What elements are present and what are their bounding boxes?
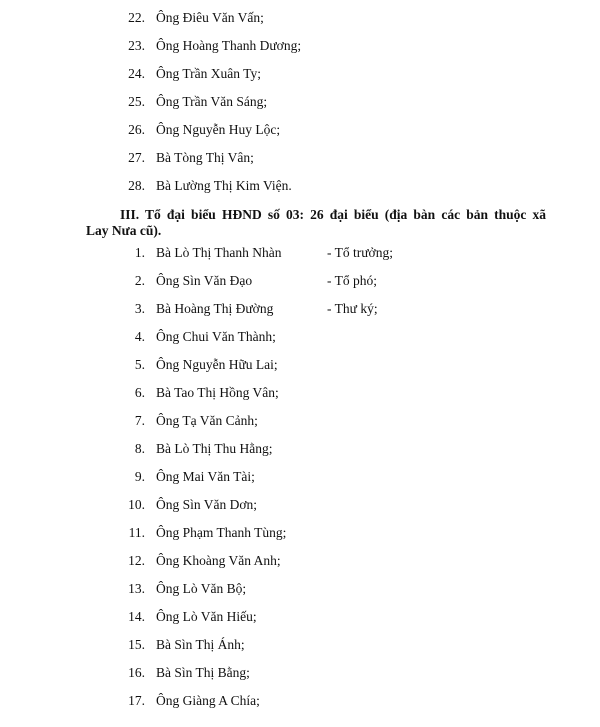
item-number: 8.: [134, 441, 145, 456]
member-name: Ông Lò Văn Hiếu;: [156, 609, 257, 624]
member-name: Ông Sìn Văn Đạo: [156, 273, 253, 288]
member-name: Bà Lò Thị Thu Hằng;: [156, 441, 273, 456]
member-name: Ông Chui Văn Thành;: [156, 329, 276, 344]
section-heading-line1: III. Tổ đại biểu HĐND số 03: 26 đại biểu (địa bàn các bản thuộc xã: [120, 207, 546, 222]
item-number: 4.: [134, 329, 145, 344]
member-name: Ông Hoàng Thanh Dương;: [156, 38, 302, 53]
item-number: 24.: [128, 66, 145, 81]
item-number: 16.: [128, 665, 145, 680]
member-name: Ông Nguyễn Hữu Lai;: [156, 357, 278, 372]
member-name: Ông Tạ Văn Cảnh;: [156, 413, 258, 428]
item-number: 5.: [134, 357, 145, 372]
member-name: Bà Lường Thị Kim Viện.: [156, 178, 292, 193]
item-number: 9.: [134, 469, 145, 484]
item-number: 13.: [128, 581, 145, 596]
member-name: Ông Giàng A Chía;: [156, 693, 260, 708]
item-number: 14.: [128, 609, 145, 624]
member-name: Ông Phạm Thanh Tùng;: [156, 525, 287, 540]
item-number: 23.: [128, 38, 145, 53]
section-heading-iii: [86, 207, 546, 239]
member-name: Ông Nguyễn Huy Lộc;: [156, 122, 281, 137]
item-number: 2.: [134, 273, 145, 288]
member-role: - Thư ký;: [327, 301, 378, 316]
member-name: Bà Sìn Thị Bằng;: [156, 665, 250, 680]
item-number: 7.: [134, 413, 145, 428]
member-name: Bà Lò Thị Thanh Nhàn: [156, 245, 282, 260]
member-name: Ông Trần Xuân Ty;: [156, 66, 261, 81]
item-number: 27.: [128, 150, 145, 165]
item-number: 22.: [128, 10, 145, 25]
item-number: 11.: [128, 525, 145, 540]
member-name: Ông Khoàng Văn Anh;: [156, 553, 281, 568]
item-number: 15.: [128, 637, 145, 652]
member-role: - Tổ trưởng;: [327, 245, 393, 260]
member-name: Ông Lò Văn Bộ;: [156, 581, 247, 596]
member-name: Ông Điêu Văn Vấn;: [156, 10, 264, 25]
section-heading-line2: Lay Nưa cũ).: [86, 223, 162, 238]
item-number: 25.: [128, 94, 145, 109]
member-name: Bà Hoàng Thị Đường: [156, 301, 274, 316]
member-name: Bà Tòng Thị Vân;: [156, 150, 254, 165]
item-number: 12.: [128, 553, 145, 568]
item-number: 10.: [128, 497, 145, 512]
item-number: 6.: [134, 385, 145, 400]
item-number: 1.: [134, 245, 145, 260]
member-name: Bà Sìn Thị Ánh;: [156, 637, 245, 652]
member-name: Ông Trần Văn Sáng;: [156, 94, 268, 109]
item-number: 26.: [128, 122, 145, 137]
item-number: 17.: [128, 693, 145, 708]
member-name: Bà Tao Thị Hồng Vân;: [156, 385, 279, 400]
item-number: 28.: [128, 178, 145, 193]
member-name: Ông Mai Văn Tài;: [156, 469, 255, 484]
member-role: - Tổ phó;: [327, 273, 377, 288]
item-number: 3.: [134, 301, 145, 316]
member-name: Ông Sìn Văn Dơn;: [156, 497, 258, 512]
